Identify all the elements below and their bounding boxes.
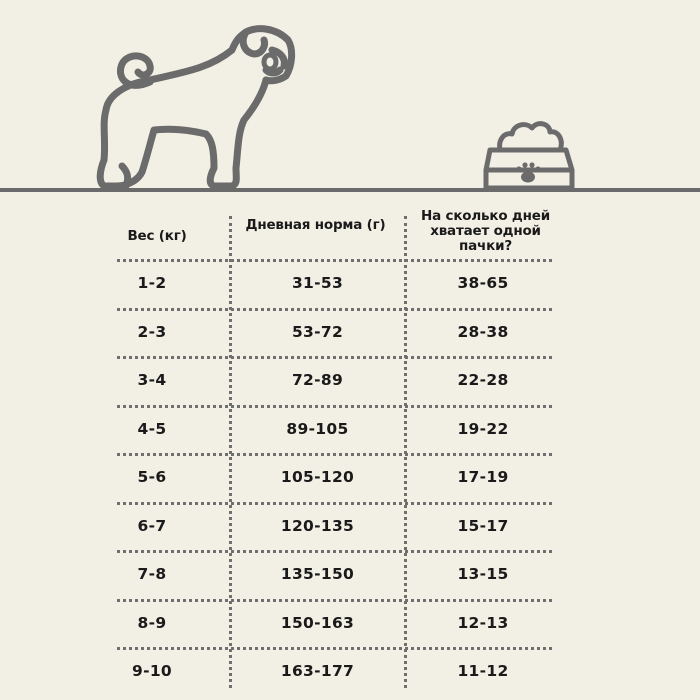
days-cell: 19-22	[457, 419, 509, 438]
weight-cell: 6-7	[137, 516, 167, 535]
days-cell: 12-13	[457, 613, 509, 632]
table-row	[0, 312, 700, 352]
table-row	[0, 506, 700, 546]
weight-cell: 7-8	[137, 565, 167, 583]
daily-norm-cell: 120-135	[280, 516, 355, 535]
table-row	[0, 554, 700, 594]
daily-norm-cell: 53-72	[291, 322, 344, 341]
daily-norm-cell: 105-120	[280, 468, 355, 486]
table-row	[0, 360, 700, 400]
row-separator	[117, 550, 552, 553]
table-row	[0, 457, 700, 497]
header-daily-norm: Дневная норма (г)	[245, 217, 386, 233]
row-separator	[117, 453, 552, 456]
daily-norm-cell: 135-150	[280, 565, 355, 583]
row-separator	[117, 308, 552, 311]
weight-cell: 4-5	[137, 419, 167, 438]
table-row	[0, 263, 700, 303]
table-row	[0, 651, 700, 691]
table-row	[0, 603, 700, 643]
daily-norm-cell: 89-105	[286, 419, 349, 438]
weight-cell: 8-9	[137, 613, 167, 632]
header-illustration	[0, 0, 700, 200]
weight-cell: 1-2	[137, 274, 167, 292]
header-weight: Вес (кг)	[127, 228, 187, 244]
weight-cell: 9-10	[132, 662, 172, 680]
row-separator	[117, 599, 552, 602]
row-separator	[117, 405, 552, 408]
pug-dog-outline-icon	[100, 29, 291, 186]
daily-norm-cell: 163-177	[280, 662, 355, 680]
days-cell: 22-28	[457, 371, 509, 389]
days-cell: 11-12	[457, 662, 509, 680]
row-separator	[117, 647, 552, 650]
daily-norm-cell: 31-53	[291, 274, 344, 292]
row-separator	[117, 356, 552, 359]
row-separator	[117, 502, 552, 505]
food-bowl-paw-icon	[486, 124, 572, 188]
days-cell: 13-15	[457, 565, 509, 583]
days-cell: 17-19	[457, 468, 509, 486]
days-cell: 28-38	[457, 322, 509, 341]
header-days-per-pack: На сколько дней хватает одной пачки?	[421, 208, 550, 254]
row-separator	[117, 259, 552, 262]
daily-norm-cell: 150-163	[280, 613, 355, 632]
weight-cell: 5-6	[137, 468, 167, 486]
weight-cell: 3-4	[137, 371, 167, 389]
daily-norm-cell: 72-89	[291, 371, 344, 389]
weight-cell: 2-3	[137, 322, 167, 341]
days-cell: 15-17	[457, 516, 509, 535]
days-cell: 38-65	[457, 274, 509, 292]
table-row	[0, 409, 700, 449]
